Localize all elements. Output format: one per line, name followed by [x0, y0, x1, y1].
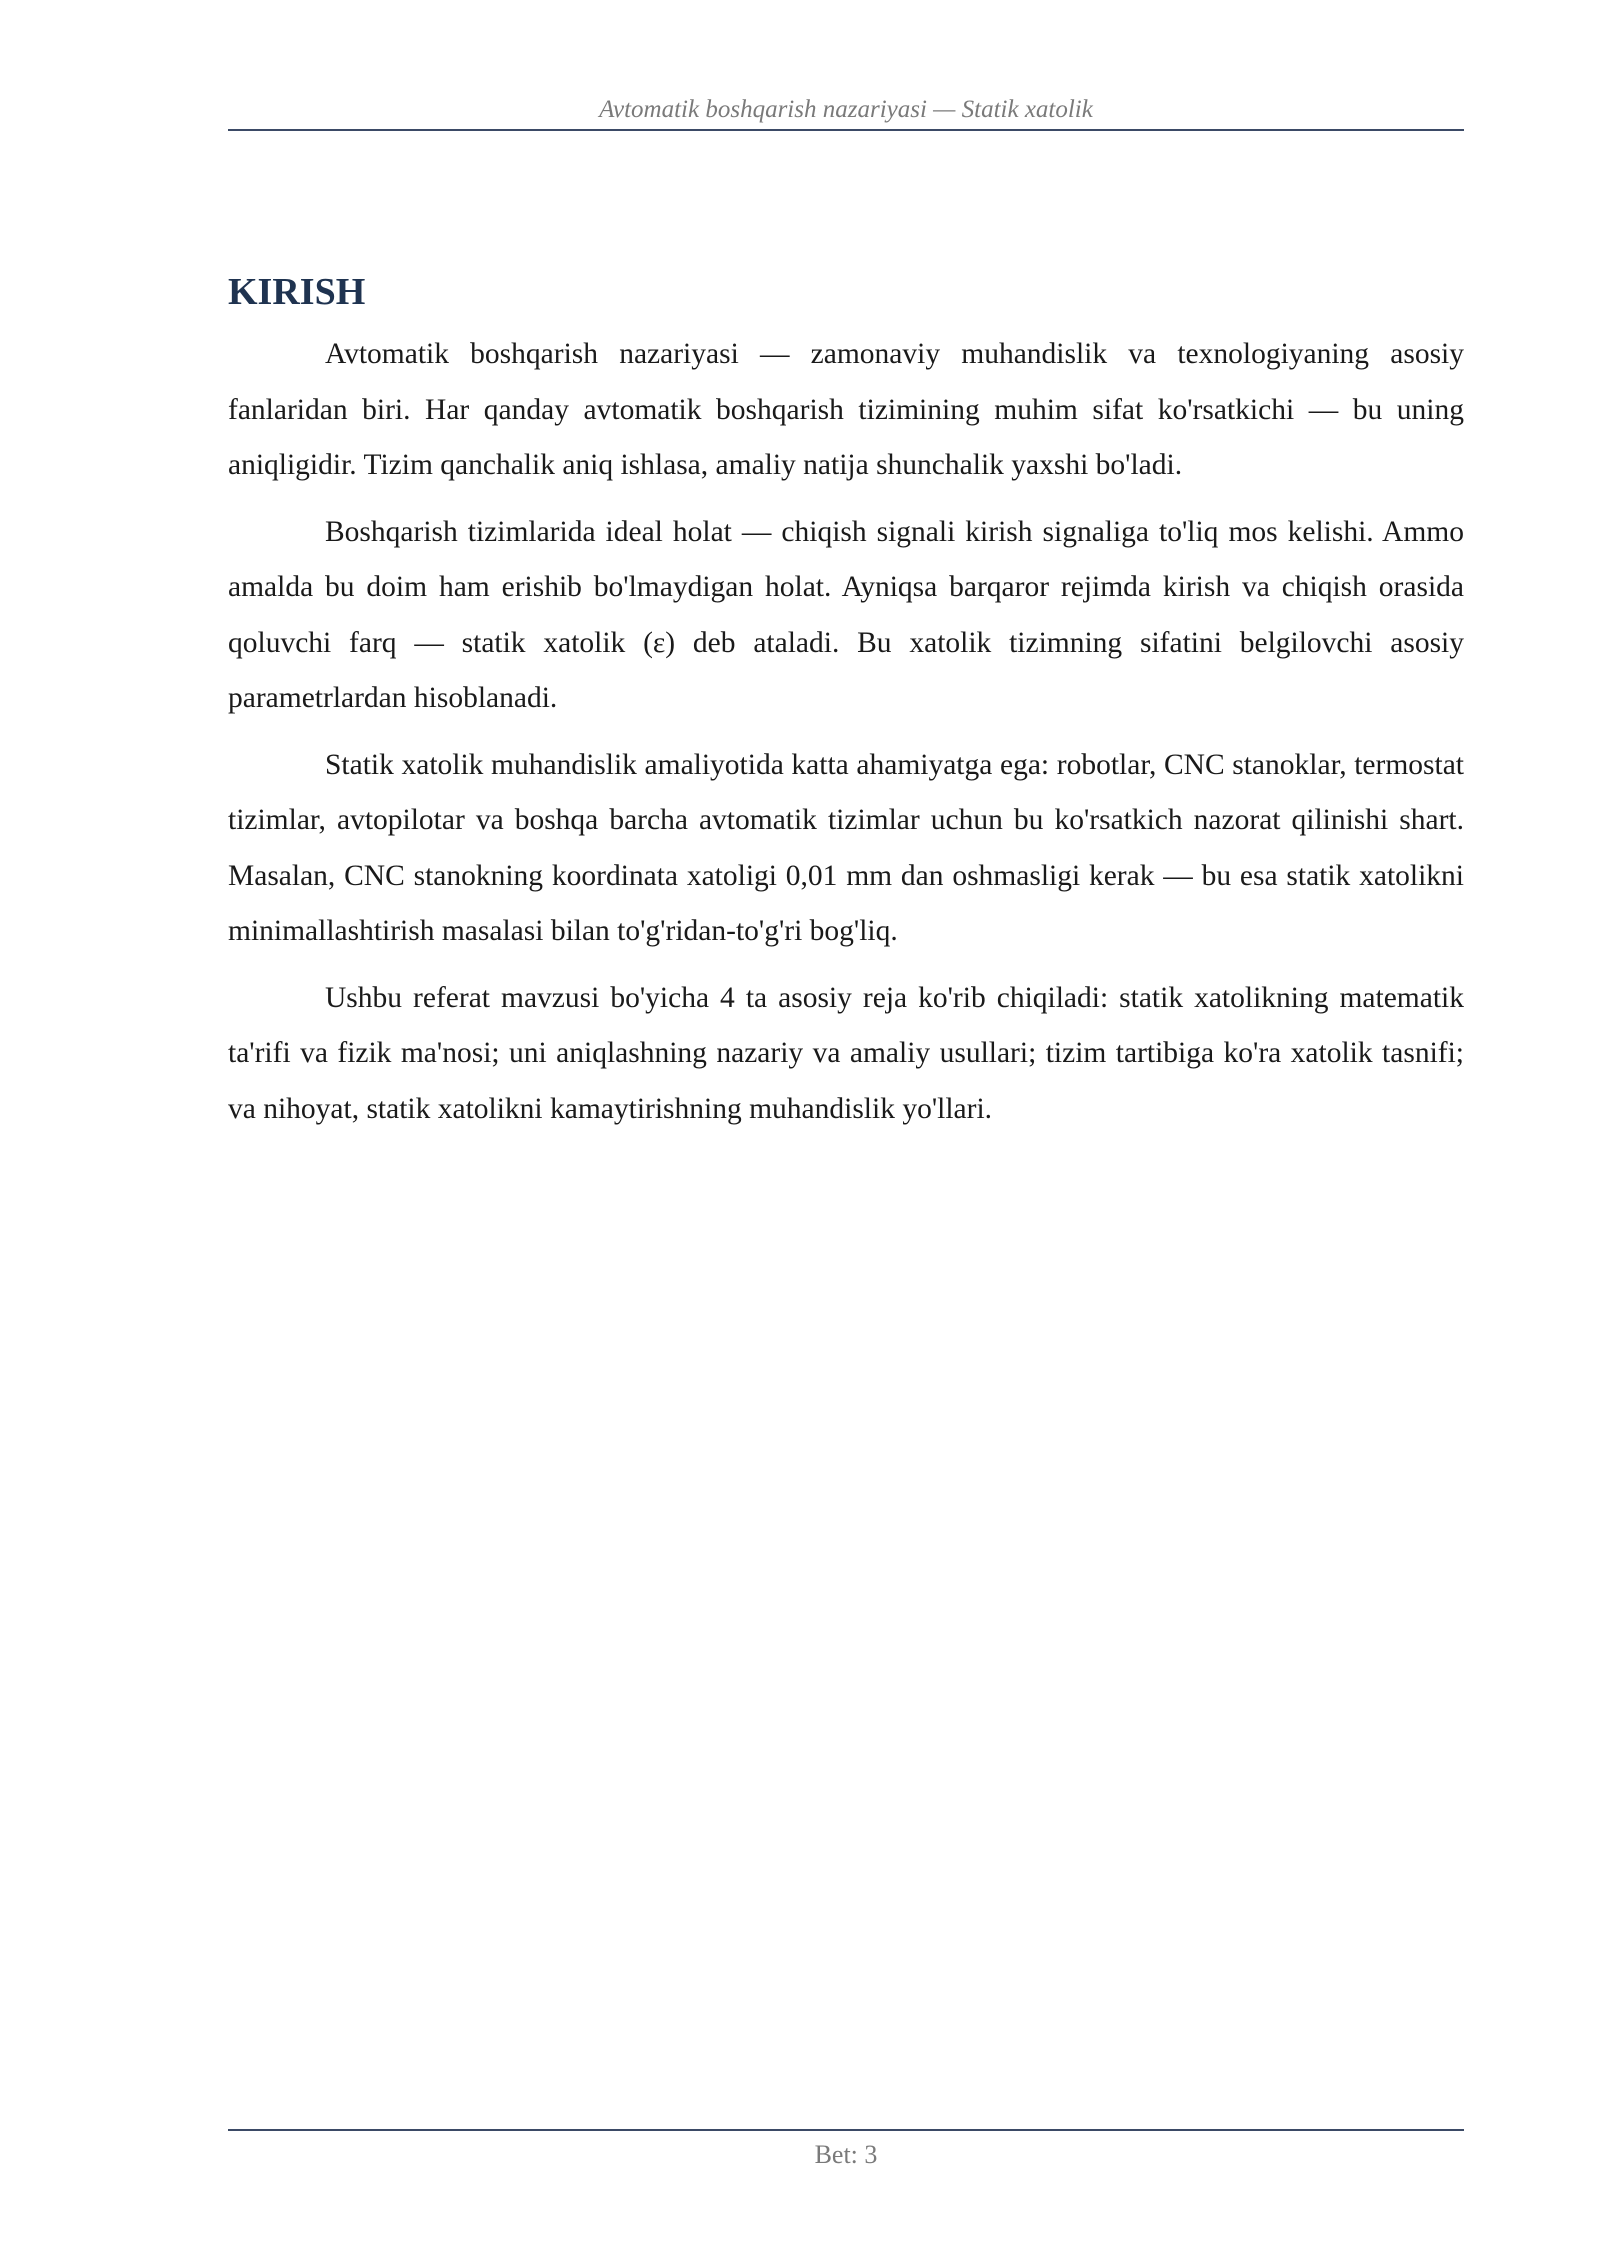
footer-divider: [228, 2129, 1464, 2131]
running-header: Avtomatik boshqarish nazariyasi — Statik xatolik: [599, 96, 1093, 123]
paragraph: Ushbu referat mavzusi bo'yicha 4 ta asosiy reja ko'rib chiqiladi: statik xatolikning matematik ta'rifi va fizik ma'nosi; uni aniqlashning nazariy va amaliy usullari; tizim tartibiga ko'ra xatolik tasnifi; va nihoyat, statik xatolikni kamaytirishning muhandislik yo'llari.: [228, 981, 1464, 1125]
section-body: [228, 327, 1464, 1148]
header-divider: [228, 129, 1464, 131]
section-heading: KIRISH: [228, 271, 366, 313]
paragraph: Boshqarish tizimlarida ideal holat — chiqish signali kirish signaliga to'liq mos kelishi. Ammo amalda bu doim ham erishib bo'lmaydigan holat. Ayniqsa barqaror rejimda kirish va chiqish orasida qoluvchi farq — statik xatolik (ε) deb ataladi. Bu xatolik tizimning sifatini belgilovchi asosiy parametrlardan hisoblanadi.: [228, 515, 1464, 714]
page-number: Bet: 3: [814, 2140, 878, 2169]
paragraph: Avtomatik boshqarish nazariyasi — zamonaviy muhandislik va texnologiyaning asosiy fanlaridan biri. Har qanday avtomatik boshqarish tizimining muhim sifat ko'rsatkichi — bu uning aniqligidir. Tizim qanchalik aniq ishlasa, amaliy natija shunchalik yaxshi bo'ladi.: [228, 338, 1464, 481]
paragraph: Statik xatolik muhandislik amaliyotida katta ahamiyatga ega: robotlar, CNC stanoklar, termostat tizimlar, avtopilotar va boshqa barcha avtomatik tizimlar uchun bu ko'rsatkich nazorat qilinishi shart. Masalan, CNC stanokning koordinata xatoligi 0,01 mm dan oshmasligi kerak — bu esa statik xatolikni minimallashtirish masalasi bilan to'g'ridan-to'g'ri bog'liq.: [228, 748, 1464, 947]
